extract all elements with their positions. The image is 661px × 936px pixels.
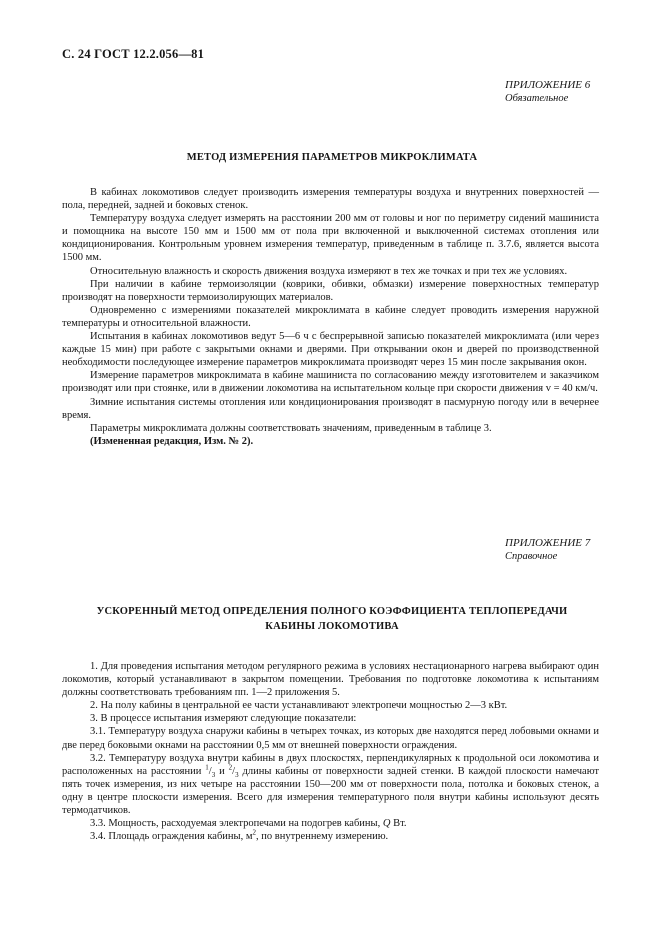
paragraph: При наличии в кабине термоизоляции (коврики, обивки, обмазки) измерение поверхностных температур производят на поверхности термоизолирующих материалов. [62, 278, 599, 303]
section-1-body [62, 186, 599, 448]
paragraph: Температуру воздуха следует измерять на расстоянии 200 мм от головы и ног по периметру сидений машиниста и помощника на высоте 150 мм и 1500 мм от пола при включенной и выключенной системах отопления или кондиционирования. Контрольным уровнем измерения температур, приведенным в таблице п. 3.7.6, является высота 1500 мм. [62, 213, 599, 264]
paragraph: 3.2. Температуру воздуха внутри кабины в двух плоскостях, перпендикулярных к продольной оси локомотива и расположенных на расстоянии $^1/_3$ и $^2/_3$ длины кабины от поверхности задней стенки. В каждой плоскости намечают пять точек измерения, из них четыре на расстоянии 150—200 мм от поверхности пола, потолка и боковых стенок, а одну в центре плоскости измерения. Всего для измерения температурного поля внутри кабины используют десять термодатчиков. [62, 752, 599, 817]
paragraph: Относительную влажность и скорость движения воздуха измеряют в тех же точках и при тех же условиях. [90, 265, 568, 277]
section-title-line: УСКОРЕННЫЙ МЕТОД ОПРЕДЕЛЕНИЯ ПОЛНОГО КОЭФФИЦИЕНТА ТЕПЛОПЕРЕДАЧИ [96, 606, 568, 617]
section-title: МЕТОД ИЗМЕРЕНИЯ ПАРАМЕТРОВ МИКРОКЛИМАТА [186, 152, 478, 163]
math-symbol: Q [382, 818, 391, 830]
text-fragment: 3.2. Температуру воздуха внутри кабины в двух плоскостях, перпендикулярных к продольной оси локомотива и расположенных на расстоянии [62, 752, 599, 777]
text-fragment: длины кабины от поверхности задней стенки. В каждой плоскости намечают пять точек измерения, из них четыре на расстоянии 150—200 мм от поверхности пола, потолка и боковых стенок, а одну в центре плоскости измерения. Всего для измерения температурного поля внутри кабины используют десять термодатчиков. [62, 765, 599, 817]
paragraph: Измерение параметров микроклимата в кабине машиниста по согласованию между изготовителем и заказчиком производят или при стоянке, или в движении локомотива на испытательном кольце при скорости движения v = 40 км/ч. [62, 370, 599, 395]
paragraph [62, 830, 599, 843]
section-title-line: КАБИНЫ ЛОКОМОТИВА [265, 621, 399, 632]
text-fragment: и [215, 765, 229, 777]
paragraph: 3. В процессе испытания измеряют следующие показатели: [90, 713, 357, 725]
paragraph: 2. На полу кабины в центральной ее части устанавливают электропечи мощностью 2—3 кВт. [90, 700, 508, 712]
fraction-denominator: 3 [235, 770, 239, 779]
fraction-numerator: 2 [228, 763, 233, 772]
paragraph: Испытания в кабинах локомотивов ведут 5—6 ч с беспрерывной записью показателей микроклимата (или через каждые 15 мин) при работе с закрытыми окнами и дверями. При открывании окон и дверей по производственной необходимости последующее измерение параметров микроклимата производят через 15 мин после закрывания окон. [62, 331, 599, 369]
section-title [62, 604, 602, 634]
page-header: С. 24 ГОСТ 12.2.056—81 [62, 47, 205, 61]
appendix-label: ПРИЛОЖЕНИЕ 6 [505, 79, 591, 91]
paragraph: Параметры микроклимата должны соответствовать значениям, приведенным в таблице 3. [90, 422, 492, 434]
appendix-6-heading [505, 78, 625, 106]
paragraph: В кабинах локомотивов следует производить измерения температуры воздуха и внутренних поверхностей — пола, передней, задней и боковых стенок. [62, 187, 599, 212]
text-fragment: , по внутреннему измерению. [256, 831, 389, 843]
paragraph: Одновременно с измерениями показателей микроклимата в кабине следует проводить измерения наружной температуры и относительной влажности. [62, 304, 599, 329]
text-fragment: Вт. [390, 818, 407, 830]
text-fragment: 3.4. Площадь ограждения кабины, м [90, 831, 253, 843]
amendment-note: (Измененная редакция, Изм. № 2). [90, 435, 254, 447]
appendix-label: ПРИЛОЖЕНИЕ 7 [505, 537, 591, 549]
appendix-7-heading [505, 536, 625, 564]
fraction-numerator: 1 [205, 763, 209, 772]
appendix-status: Обязательное [505, 93, 569, 104]
paragraph: 3.1. Температуру воздуха снаружи кабины в четырех точках, из которых две находятся перед лобовыми окнами и две перед боковыми окнами на расстоянии 0,5 мм от внешней поверхности ограждения. [62, 726, 599, 751]
paragraph [62, 817, 599, 830]
paragraph: Зимние испытания системы отопления или кондиционирования производят в пасмурную погоду или в вечернее время. [62, 396, 599, 421]
section-2-body [62, 660, 599, 843]
paragraph: 1. Для проведения испытания методом регулярного режима в условиях нестационарного нагрева выбирают один локомотив, который устанавливают в закрытом помещении. Требования по подготовке локомотива к испытаниям должны соответствовать требованиям пп. 1—2 приложения 5. [62, 661, 599, 699]
superscript: 2 [252, 828, 256, 837]
appendix-status: Справочное [505, 551, 558, 562]
text-fragment: 3.3. Мощность, расходуемая электропечами на подогрев кабины, [90, 818, 383, 830]
fraction-denominator: 3 [211, 770, 216, 779]
